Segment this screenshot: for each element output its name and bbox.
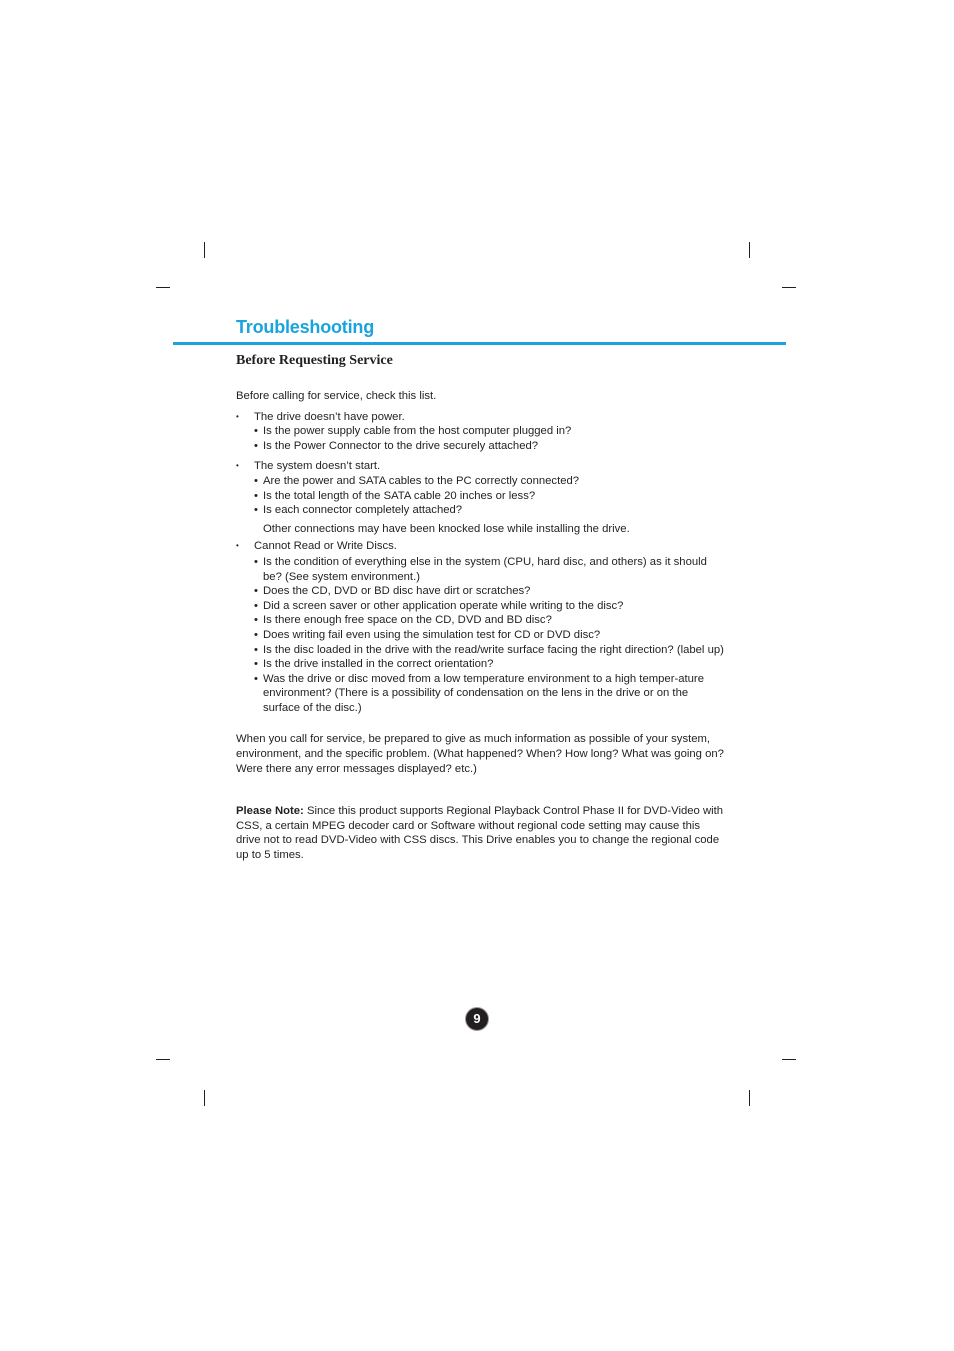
list-item <box>236 459 726 474</box>
check-item: • Is the disc loaded in the drive with the read/write surface facing the right direction? (label up) <box>254 643 724 656</box>
check-list <box>236 555 726 716</box>
title-divider <box>173 342 786 345</box>
crop-mark <box>749 242 750 258</box>
service-paragraph: When you call for service, be prepared to give as much information as possible of your system, environment, and the specific problem. (What happened? When? How long? What was going on? Were there any error messages displayed? etc.) <box>236 733 724 775</box>
check-item: • Are the power and SATA cables to the PC correctly connected? <box>254 474 580 487</box>
please-note-label: Please Note: <box>236 805 304 818</box>
section-heading: Before Requesting Service <box>236 353 393 368</box>
list-item-label: The drive doesn’t have power. <box>254 410 405 423</box>
page-title: Troubleshooting <box>236 317 374 337</box>
check-item: • Is the condition of everything else in the system (CPU, hard disc, and others) as it should be? (See system environment.) <box>254 555 707 583</box>
page-number: 9 <box>466 1008 488 1030</box>
crop-mark <box>204 242 205 258</box>
note-text: Other connections may have been knocked lose while installing the drive. <box>263 522 630 535</box>
list-item <box>236 539 726 554</box>
check-list <box>236 474 726 518</box>
crop-mark <box>782 287 796 288</box>
bullet-icon: • <box>236 461 239 471</box>
please-note-text: Since this product supports Regional Playback Control Phase II for DVD-Video with CSS, a certain MPEG decoder card or Software without regional code setting may cause this drive not to read DVD-Video with CSS discs. This Drive enables you to change the regional code up to 5 times. <box>236 805 724 862</box>
intro-text: Before calling for service, check this list. <box>236 390 437 402</box>
body-content <box>236 389 726 863</box>
checklist-group <box>236 539 726 715</box>
list-item-label: The system doesn’t start. <box>254 460 381 473</box>
check-item: • Does writing fail even using the simulation test for CD or DVD disc? <box>254 628 601 641</box>
check-item: • Is there enough free space on the CD, DVD and BD disc? <box>254 614 552 627</box>
check-item: • Is the Power Connector to the drive securely attached? <box>254 439 539 452</box>
please-note-paragraph <box>236 804 726 862</box>
checklist-group <box>236 410 726 454</box>
check-item: • Is the total length of the SATA cable 20 inches or less? <box>254 489 536 502</box>
crop-mark <box>156 1059 170 1060</box>
check-item: • Is each connector completely attached? <box>254 504 463 517</box>
list-item <box>236 410 726 425</box>
check-item: • Is the power supply cable from the host computer plugged in? <box>254 425 572 438</box>
crop-mark <box>782 1059 796 1060</box>
check-item: • Is the drive installed in the correct orientation? <box>254 658 494 671</box>
check-item: • Was the drive or disc moved from a low temperature environment to a high temper-ature environment? (There is a possibility of condensation on the lens in the drive or on the surface of the disc.) <box>254 672 704 714</box>
check-item: • Does the CD, DVD or BD disc have dirt or scratches? <box>254 585 531 598</box>
crop-mark <box>204 1090 205 1106</box>
crop-mark <box>156 287 170 288</box>
check-list <box>236 424 726 453</box>
list-item-label: Cannot Read or Write Discs. <box>254 540 397 553</box>
bullet-icon: • <box>236 541 239 551</box>
crop-mark <box>749 1090 750 1106</box>
check-item: • Did a screen saver or other application operate while writing to the disc? <box>254 599 624 612</box>
checklist-group <box>236 459 726 536</box>
bullet-icon: • <box>236 411 239 421</box>
